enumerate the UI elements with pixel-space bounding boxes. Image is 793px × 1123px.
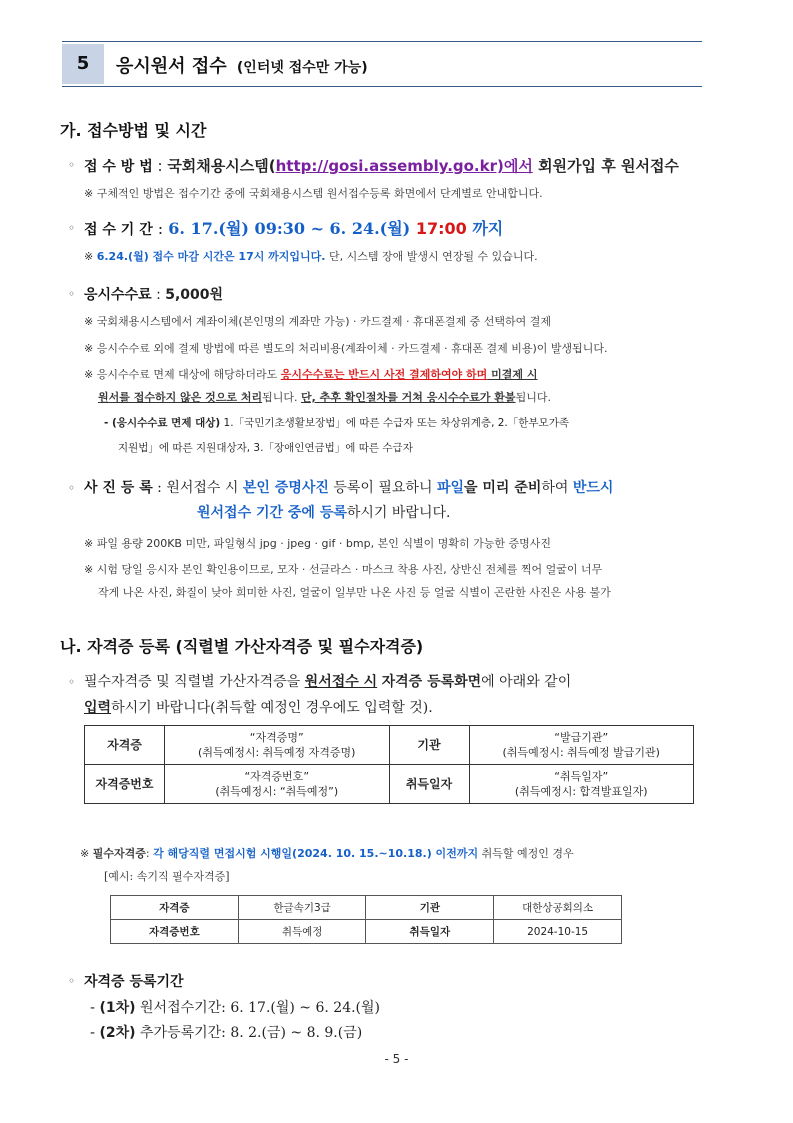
table-header-cell: 취득일자 <box>389 765 469 804</box>
table-header-cell: 기관 <box>389 726 469 765</box>
method-sep: : <box>152 157 168 175</box>
fee-exempt-line2: 지원법」에 따른 지원대상자, 3.「장애인연금법」에 따른 수급자 <box>118 442 413 454</box>
cell-line: (취득예정시: “취득예정”) <box>215 785 339 798</box>
req-note-prefix: ※ <box>80 847 93 860</box>
bullet-icon: ◦ <box>68 481 76 495</box>
fee-note3-line2-c: 단, 추후 확인절차를 거쳐 응시수수료가 환불 <box>300 391 516 404</box>
section-na-title: 나. 자격증 등록 (직렬별 가산자격증 및 필수자격증) <box>60 637 424 656</box>
required-cert-note <box>80 845 574 861</box>
certificate-input-table <box>84 725 694 804</box>
example-caption: [예시: 속기직 필수자격증] <box>104 870 230 883</box>
fee-note3-a: ※ 응시수수료 면제 대상에 해당하더라도 <box>84 368 281 381</box>
period-note-bold: 6.24.(월) 접수 마감 시간은 17시 까지입니다. <box>96 250 326 263</box>
fee-note3-line2-d: 됩니다. <box>515 391 551 404</box>
photo-line2-text: 하시기 바랍니다. <box>346 505 451 521</box>
section-ga-title: 가. 접수방법 및 시간 <box>60 121 207 140</box>
fee-note2: ※ 응시수수료 외에 결제 방법에 따른 별도의 처리비용(계좌이체 · 카드결제 · 휴대폰 결제 비용)이 발생됩니다. <box>84 342 608 355</box>
cell-line: “취득일자” <box>554 770 609 783</box>
bullet-icon: ◦ <box>68 287 76 301</box>
photo-sep: : <box>152 480 167 496</box>
period1-label: (1차) <box>99 1000 136 1016</box>
table-row <box>111 896 622 920</box>
header-bottom-rule <box>62 86 702 87</box>
table-header-cell: 자격증 <box>85 726 165 765</box>
req-note-blue: 각 해당직렬 면접시험 시행일(2024. 10. 15.~10.18.) 이전까지 <box>153 847 479 860</box>
fee-exempt-label: - (응시수수료 면제 대상) <box>104 417 221 429</box>
table-row <box>85 765 694 804</box>
na-intro-line2 <box>84 697 433 717</box>
fee-line <box>84 284 223 304</box>
registration-period-2 <box>90 1022 362 1042</box>
method-label: 접 수 방 법 <box>84 159 153 175</box>
table-cell <box>469 765 694 804</box>
na-intro-a: 필수자격증 및 직렬별 가산자격증을 <box>84 674 305 690</box>
cell-line: “발급기관” <box>554 731 609 744</box>
method-text1: 국회채용시스템( <box>167 157 276 175</box>
bullet-icon: ◦ <box>68 158 76 172</box>
period-line <box>84 216 503 239</box>
fee-note1: ※ 국회채용시스템에서 계좌이체(본인명의 계좌만 가능) · 카드결제 · 휴대폰결제 중 선택하여 결제 <box>84 315 552 328</box>
photo-note2b: 작게 나온 사진, 화질이 낮아 희미한 사진, 얼굴이 일부만 나온 사진 등 얼굴 식별이 곤란한 사진은 사용 불가 <box>98 586 611 599</box>
cell-line: “자격증명” <box>249 731 304 744</box>
method-note: ※ 구체적인 방법은 접수기간 중에 국회채용시스템 원서접수등록 화면에서 단계별로 안내합니다. <box>84 187 543 200</box>
table-header-cell: 취득일자 <box>366 920 494 944</box>
na-intro2-b: 하시기 바랍니다(취득할 예정인 경우에도 입력할 것). <box>111 700 433 716</box>
bullet-icon: ◦ <box>68 675 76 689</box>
period-sep: : <box>152 219 169 238</box>
period-label: 접 수 기 간 <box>84 222 153 238</box>
cell-line: “자격증번호” <box>244 770 310 783</box>
chapter-number: 5 <box>62 44 104 84</box>
fee-note3-red: 응시수수료는 반드시 사전 결제하여야 하며 <box>280 368 488 381</box>
fee-exempt-line1 <box>104 415 569 430</box>
period1-text: 원서접수기간: 6. 17.(월) ~ 6. 24.(월) <box>135 1000 381 1016</box>
chapter-title <box>116 52 368 78</box>
method-url-link[interactable]: http://gosi.assembly.go.kr)에서 <box>275 157 533 175</box>
na-intro2-a: 입력 <box>84 700 112 716</box>
example-certificate-table <box>110 895 622 944</box>
na-intro-e: 에 아래와 같이 <box>481 674 572 690</box>
req-note-bold: 필수자격증 <box>92 847 146 860</box>
photo-note2a: ※ 시험 당일 응시자 본인 확인용이므로, 모자 · 선글라스 · 마스크 착용 사진, 상반신 전체를 찍어 얼굴이 너무 <box>84 563 603 576</box>
photo-t3: 을 미리 준비 <box>464 480 542 496</box>
table-cell <box>165 765 390 804</box>
photo-b1: 본인 증명사진 <box>242 480 329 496</box>
table-row <box>111 920 622 944</box>
period-deadline-time: 17:00 <box>415 219 467 238</box>
cell-line: (취득예정시: 합격발표일자) <box>514 785 648 798</box>
photo-line2-bold: 원서접수 기간 중에 등록 <box>197 505 347 521</box>
photo-line2 <box>197 502 450 522</box>
dash-glyph: - <box>90 1025 96 1041</box>
req-note-rest: 취득할 예정인 경우 <box>478 847 574 860</box>
page-number: - 5 - <box>384 1052 409 1066</box>
chapter-subtitle: (인터넷 접수만 가능) <box>236 60 368 76</box>
photo-note1: ※ 파일 용량 200KB 미만, 파일형식 jpg · jpeg · gif · bmp, 본인 식별이 명확히 가능한 증명사진 <box>84 537 551 550</box>
method-line <box>84 155 679 176</box>
fee-label: 응시수수료 <box>84 287 152 303</box>
fee-note3-line2 <box>98 389 551 405</box>
bullet-icon: ◦ <box>68 221 76 235</box>
period-note-rest: 단, 시스템 장애 발생시 연장될 수 있습니다. <box>325 250 538 263</box>
table-header-cell: 자격증 <box>111 896 239 920</box>
na-intro-d: 자격증 등록화면 <box>381 674 482 690</box>
table-row <box>85 726 694 765</box>
table-cell: 2024-10-15 <box>494 920 622 944</box>
fee-sep: : <box>151 287 166 303</box>
period-note <box>84 248 538 264</box>
fee-value: 5,000원 <box>165 287 224 303</box>
registration-period-1 <box>90 997 380 1017</box>
table-header-cell: 자격증번호 <box>85 765 165 804</box>
registration-period-title: 자격증 등록기간 <box>84 974 184 990</box>
table-cell: 한글속기3급 <box>238 896 366 920</box>
photo-t1: 원서접수 시 <box>166 480 243 496</box>
fee-exempt-text1: 1.「국민기초생활보장법」에 따른 수급자 또는 차상위계층, 2.「한부모가족 <box>220 417 569 429</box>
photo-label: 사 진 등 록 <box>84 480 153 496</box>
method-text2: 회원가입 후 원서접수 <box>532 157 679 175</box>
na-intro-line1 <box>84 671 571 691</box>
period2-text: 추가등록기간: 8. 2.(금) ~ 8. 9.(금) <box>135 1025 363 1041</box>
fee-note3-line2-a: 원서를 접수하지 않은 것으로 처리 <box>98 391 263 404</box>
period-range: 6. 17.(월) 09:30 ~ 6. 24.(월) <box>168 219 416 238</box>
table-cell: 취득예정 <box>238 920 366 944</box>
photo-b3: 반드시 <box>572 480 614 496</box>
dash-glyph: - <box>90 1000 96 1016</box>
cell-line: (취득예정시: 취득예정 발급기관) <box>502 746 660 759</box>
period2-label: (2차) <box>99 1025 136 1041</box>
fee-note3-b: 미결제 시 <box>487 368 538 381</box>
photo-t2: 등록이 필요하니 <box>328 480 437 496</box>
photo-line <box>84 477 613 497</box>
header-top-rule <box>62 41 702 42</box>
photo-b2: 파일 <box>436 480 464 496</box>
na-intro-b: 원서접수 시 <box>304 674 378 690</box>
period-note-prefix: ※ <box>84 250 97 263</box>
table-cell <box>165 726 390 765</box>
table-header-cell: 기관 <box>366 896 494 920</box>
period-end: 까지 <box>466 219 504 238</box>
table-header-cell: 자격증번호 <box>111 920 239 944</box>
req-note-colon: : <box>145 847 154 860</box>
table-cell: 대한상공회의소 <box>494 896 622 920</box>
photo-t4: 하여 <box>541 480 573 496</box>
fee-note3-line2-b: 됩니다. <box>262 391 301 404</box>
cell-line: (취득예정시: 취득예정 자격증명) <box>198 746 356 759</box>
bullet-icon: ◦ <box>68 974 76 988</box>
fee-note3 <box>84 366 537 382</box>
table-cell <box>469 726 694 765</box>
chapter-title-text: 응시원서 접수 <box>116 56 227 77</box>
